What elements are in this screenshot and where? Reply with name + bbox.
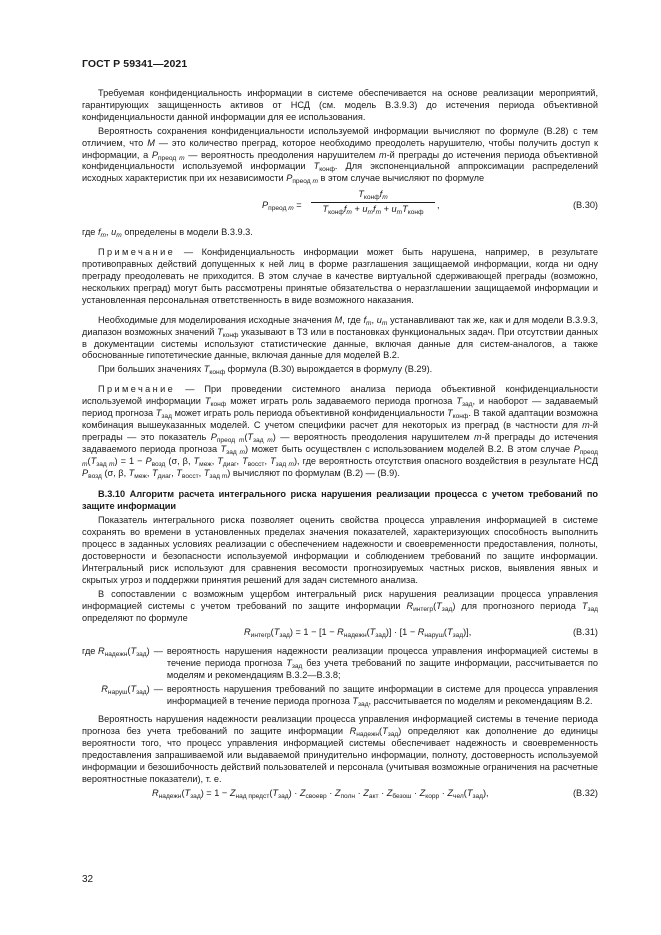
definition-term: $R_{наруш}(T_{зад})$ xyxy=(101,684,150,697)
equation-number: (В.32) xyxy=(572,788,598,799)
paragraph: Вероятность нарушения надежности реализации процесса управления информацией системы в течение периода прогноза без учета требований по защите информации $R_{надежн}(T_{зад})$ определяют как дополнение до единицы вероятности того, что процесс управления информацией системы обеспечивает надежность и своевременность предоставления запрашиваемой или выдаваемой принудительно информации, полноту, достоверность используемой информации и безошибочность действий пользователей и персонала (учитывая возможные ограничения на расчетные вероятностные показатели), т. е. xyxy=(82,713,598,784)
equation-lhs: $P_{преод m}$ = xyxy=(262,200,302,213)
equation-expression: $R_{надежн}(T_{зад}) = 1 - Z_{над предст}(T_{зад}) \cdot Z_{своевр} \cdot Z_{полн} \cdot Z_{акт} \cdot Z_{безош} \cdot Z_{корр} \cdot Z_{чел}(T_{зад})$, xyxy=(152,788,489,801)
body-text xyxy=(82,88,598,807)
equation-b30: $P_{преод m}$ = $T_{конф}f_m$ $T_{конф}f_m + u_mf_m + u_mT_{конф}$ , (В.30) xyxy=(262,189,598,217)
paragraph: Требуемая конфиденциальность информации в системе обеспечивается на основе реализации мероприятий, гарантирующих защищенность активов от НСД (см. модель В.3.9.3) до истечения периода объективной конфиденциальности данной информации для ее использования. xyxy=(82,88,598,122)
fraction-denominator: $T_{конф}f_m + u_mf_m + u_mT_{конф}$ xyxy=(322,204,424,217)
definition-text: вероятность нарушения надежности реализации процесса управления информацией системы в течение периода прогноза $T_{зад}$ без учета требований по защите информации, рассчитывается по моделям и рекомендациям В.3.2—В.3.8; xyxy=(166,646,598,681)
equation-b31 xyxy=(82,627,598,641)
paragraph: где $f_m$, $u_m$ определены в модели В.3.9.3. xyxy=(82,227,253,240)
note-label: Примечание xyxy=(98,247,176,258)
note-text: — Конфиденциальность информации может быть нарушена, например, в результате противоправных действий допущенных к ней лиц в форме разглашения защищаемой информации, когда ни одну преграду преодолевать не приходится. В этом случае в качестве виртуальной сдерживающей преграды (возможно, нескольких преград) могут быть рассмотрены принятые обязательства о неразглашении защищаемой информации и установленная персональная ответственность в виде возможного наказания. xyxy=(82,247,598,305)
equation-expression: $R_{интегр}(T_{зад}) = 1 - [1 - R_{надежн}(T_{зад})] \cdot [1 - R_{наруш}(T_{зад})]$, xyxy=(244,627,472,640)
page-number: 32 xyxy=(82,874,94,885)
section-number: В.3.10 xyxy=(98,489,126,500)
equation-fraction xyxy=(311,189,435,216)
note-1 xyxy=(82,247,598,307)
definitions-list xyxy=(82,646,598,710)
note-2: Примечание — При проведении системного анализа периода объективной конфиденциальности используемой информации $T_{конф}$ может играть роль задаваемого периода прогноза $T_{зад}$, и наоборот — задаваемый период прогноза $T_{зад}$ может играть роль периода объективной конфиденциальности $T_{конф}$. В такой адаптации возможна комбинация вышеуказанных моделей. С учетом специфики расчет для некоторых из преград (в частности для m-й преграды — это показатель $P_{преод m}(T_{зад m})$ — вероятность преодоления нарушителем m-й преграды до истечения задаваемого периода прогноза $T_{зад m}$) может быть осуществлен с использованием моделей В.2. В этом случае $P_{преод m}(T_{зад m}) = 1 - P_{возд}$ (σ, β, $T_{меж}$, $T_{диаг}$, $T_{восст}$, $T_{зад m}$), где вероятность отсутствия опасного воздействия в результате НСД $P_{возд}$ (σ, β, $T_{меж}$, $T_{диаг}$, $T_{восст}$, $T_{зад m}$) вычисляют по формулам (В.2) — (В.9). xyxy=(82,384,599,480)
paragraph: В сопоставлении с возможным ущербом интегральный риск нарушения реализации процесса управления информацией системы с учетом требований по защите информации $R_{интегр}(T_{зад})$ для прогнозного периода $T_{зад}$ определяют по формуле xyxy=(82,588,598,623)
definition-row: где $R_{надежн}(T_{зад})$ — вероятность нарушения надежности реализации процесса управления информацией системы в течение периода прогноза $T_{зад}$ без учета требований по защите информации, рассчитывается по моделям и рекомендациям В.3.2—В.3.8; xyxy=(82,646,598,684)
equation-number: (В.31) xyxy=(572,627,598,638)
paragraph: Показатель интегрального риска позволяет оценить свойства процесса управления информацией в системе сохранять во времени в установленных пределах значения показателей, характеризующих способность выполнить процесс в заданных условиях реализации с обеспечением надежности и своевременности предоставления, полноты, достоверности и безопасности используемой информации и соблюдением требований по защите информации. Интегральный риск используют для сравнения весомости прогнозируемых частных рисков, выявления явных и скрытых угроз и поддержки принятия решений для задач системного анализа. xyxy=(82,515,598,585)
equation-b32 xyxy=(82,788,598,802)
section-heading xyxy=(82,489,598,513)
paragraph-formula-intro: Вероятность сохранения конфиденциальности используемой информации вычисляют по формуле (В.28) с тем отличием, что M — это количество преград, которое необходимо преодолеть нарушителю, чтобы получить доступ к информации, а $P_{преод m}$ — вероятность преодоления нарушителем m-й преграды до истечения периода объективной конфиденциальности используемой информации $T_{конф}$. Для экспоненциальной аппроксимации распределений исходных характеристик при их независимости $P_{преод m}$ в этом случае вычисляют по формуле xyxy=(82,125,598,186)
fraction-numerator: $T_{конф}f_m$ xyxy=(311,189,435,203)
definition-term: где $R_{надежн}(T_{зад})$ xyxy=(82,646,150,659)
definition-text: вероятность нарушения требований по защите информации в системе для процесса управления информацией в течение периода прогноза $T_{зад}$, рассчитывается по моделям и рекомендациям В.2. xyxy=(166,684,598,709)
note-label: Примечание xyxy=(98,384,176,395)
definition-row: $R_{наруш}(T_{зад})$ — вероятность нарушения требований по защите информации в системе для процесса управления информацией в течение периода прогноза $T_{зад}$, рассчитывается по моделям и рекомендациям В.2. xyxy=(82,684,598,710)
paragraph: При больших значениях $T_{конф}$ формула (В.30) вырождается в формулу (В.29). xyxy=(98,364,433,377)
document-header: ГОСТ Р 59341—2021 xyxy=(82,58,188,70)
document-page xyxy=(82,0,598,935)
paragraph: Необходимые для моделирования исходные значения M, где $f_m$, $u_m$ устанавливают так же, как и для модели В.3.9.3, диапазон возможных значений $T_{конф}$ указывают в ТЗ или в постановках функциональных задач. При отсутствии данных в документации системы используют статистические данные, включая данные для систем-аналогов, а также обоснованные гипотетические данные, включая данные для моделей В.2. xyxy=(82,314,598,361)
section-title: Алгоритм расчета интегрального риска нарушения реализации процесса с учетом требований по защите информации xyxy=(82,489,598,512)
equation-number: (В.30) xyxy=(572,200,598,211)
